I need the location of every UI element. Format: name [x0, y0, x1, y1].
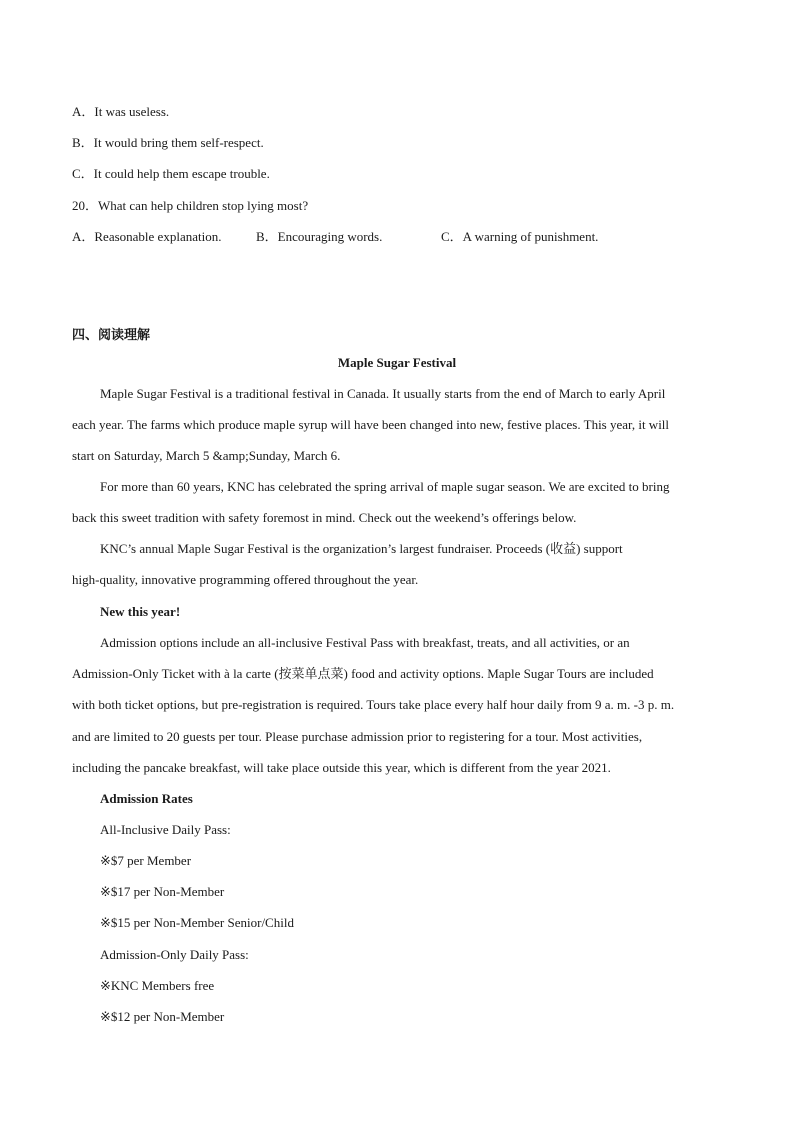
- passage-line: including the pancake breakfast, will take place outside this year, which is different from the year 2021.: [72, 760, 611, 775]
- rate-group-label: Admission-Only Daily Pass:: [100, 947, 249, 962]
- option-20-c: C．A warning of punishment.: [441, 229, 599, 244]
- rate-item: ※$12 per Non-Member: [100, 1009, 225, 1024]
- option-19-b: B．It would bring them self-respect.: [72, 135, 264, 150]
- passage-line: each year. The farms which produce maple syrup will have been changed into new, festive places. This year, it will: [72, 417, 670, 432]
- subheading-admission-rates: Admission Rates: [100, 791, 193, 806]
- option-20-a: A．Reasonable explanation.: [72, 229, 222, 244]
- rate-group-label: All-Inclusive Daily Pass:: [100, 822, 231, 837]
- subheading-new-this-year: New this year!: [100, 604, 181, 619]
- section-heading: 四、阅读理解: [72, 328, 151, 343]
- passage-line: Maple Sugar Festival is a traditional festival in Canada. It usually starts from the end of March to early April: [100, 386, 666, 401]
- rate-item: ※$17 per Non-Member: [100, 884, 225, 899]
- question-20: 20．What can help children stop lying most?: [72, 198, 309, 213]
- option-19-a: A．It was useless.: [72, 104, 170, 119]
- passage-line: Admission options include an all-inclusive Festival Pass with breakfast, treats, and all activities, or an: [100, 635, 630, 650]
- passage-line: with both ticket options, but pre-registration is required. Tours take place every half hour daily from 9 a. m. -3 p. m.: [72, 697, 675, 712]
- passage-line: and are limited to 20 guests per tour. Please purchase admission prior to registering for a tour. Most activities,: [72, 729, 643, 744]
- rate-item: ※$7 per Member: [100, 853, 192, 868]
- rate-item: ※KNC Members free: [100, 978, 215, 993]
- passage-line: start on Saturday, March 5 &amp;Sunday, March 6.: [72, 448, 341, 463]
- passage-line: KNC’s annual Maple Sugar Festival is the organization’s largest fundraiser. Proceeds (收益) support: [100, 541, 623, 556]
- passage-title: Maple Sugar Festival: [337, 355, 457, 370]
- question-20-options: [72, 229, 598, 245]
- option-20-b: B．Encouraging words.: [256, 229, 383, 244]
- passage-line: back this sweet tradition with safety foremost in mind. Check out the weekend’s offerings below.: [72, 510, 577, 525]
- passage-line: Admission-Only Ticket with à la carte (按菜单点菜) food and activity options. Maple Sugar Tours are included: [72, 666, 654, 681]
- rate-item: ※$15 per Non-Member Senior/Child: [100, 915, 294, 930]
- passage-line: For more than 60 years, KNC has celebrated the spring arrival of maple sugar season. We are excited to bring: [100, 479, 670, 494]
- option-19-c: C．It could help them escape trouble.: [72, 166, 270, 181]
- passage-line: high-quality, innovative programming offered throughout the year.: [72, 572, 419, 587]
